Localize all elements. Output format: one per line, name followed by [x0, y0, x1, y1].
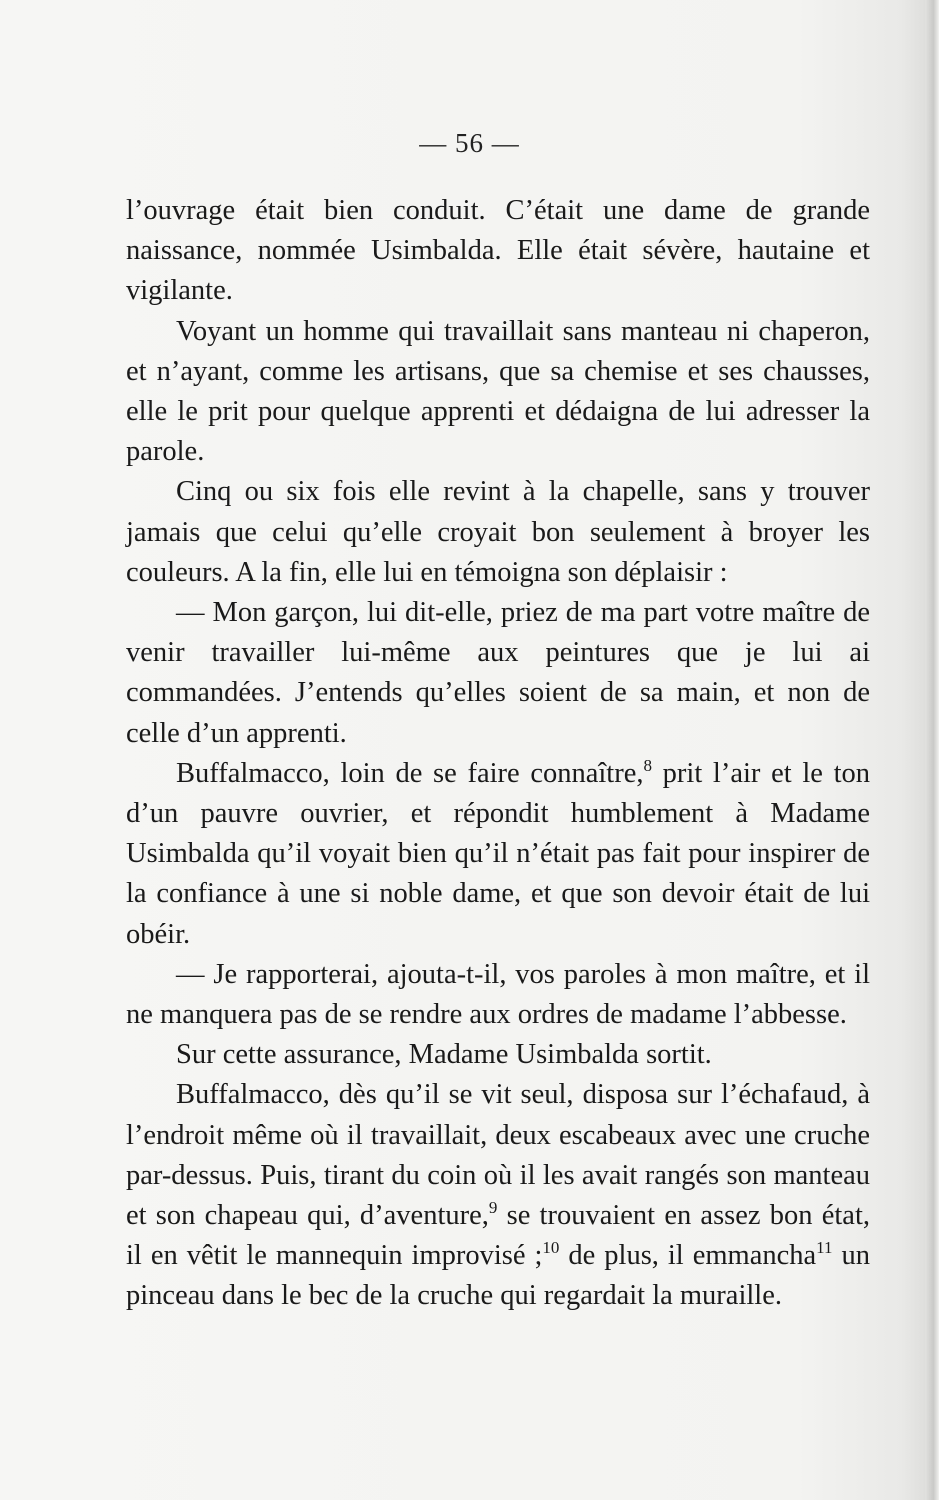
paragraph-8-part-3: de plus, il emmancha: [559, 1240, 817, 1272]
body-text: [126, 191, 870, 1317]
paragraph-7: Sur cette assurance, Madame Usimbalda sortit.: [176, 1039, 712, 1071]
paragraph-8-part-2: se trouvaient en assez bon état, il en vêtit le mannequin improvisé ;: [126, 1200, 871, 1272]
paragraph-5: [126, 754, 870, 955]
paragraph-5-part-2: prit l’air et le ton d’un pauvre ouvrier, et répondit humblement à Madame Usimbalda qu’il voyait bien qu’il n’était pas fait pour inspirer de la confiance à une si noble dame, et que son devoir était de lui obéir.: [126, 757, 870, 950]
page-number: — 56 —: [419, 128, 520, 158]
paragraph-2: Voyant un homme qui travaillait sans manteau ni chaperon, et n’ayant, comme les artisans, que sa chemise et ses chausses, elle le prit pour quelque apprenti et dédaigna de lui adresser la parole.: [126, 315, 870, 468]
paragraph-1: l’ouvrage était bien conduit. C’était une dame de grande naissance, nommée Usimbalda. Elle était sévère, hautaine et vigilante.: [126, 195, 870, 307]
footnote-ref-10: 10: [542, 1238, 560, 1258]
paragraph-8-part-4: un pinceau dans le bec de la cruche qui regardait la muraille.: [126, 1240, 871, 1312]
paragraph-4: — Mon garçon, lui dit-elle, priez de ma part votre maître de venir travailler lui-même aux peintures que je lui ai commandées. J’entends qu’elles soient de sa main, et non de celle d’un apprenti.: [126, 597, 870, 749]
page-edge-shadow: [925, 0, 939, 1500]
paragraph-6: — Je rapporterai, ajouta-t-il, vos paroles à mon maître, et il ne manquera pas de se rendre aux ordres de madame l’abbesse.: [126, 958, 870, 1031]
paragraph-3: Cinq ou six fois elle revint à la chapelle, sans y trouver jamais que celui qu’elle croyait bon seulement à broyer les couleurs. A la fin, elle lui en témoigna son déplaisir :: [126, 476, 870, 588]
footnote-ref-8: 8: [643, 755, 652, 775]
footnote-ref-11: 11: [816, 1238, 833, 1258]
paragraph-5-part-1: Buffalmacco, loin de se faire connaître,: [176, 757, 644, 789]
paragraph-8-part-1: Buffalmacco, dès qu’il se vit seul, disposa sur l’échafaud, à l’endroit même où il travaillait, deux escabeaux avec une cruche par-dessus. Puis, tirant du coin où il les avait rangés son manteau et son chapeau qui, d’aventure,: [126, 1079, 870, 1232]
paragraph-8: [126, 1075, 870, 1316]
footnote-ref-9: 9: [488, 1198, 498, 1218]
